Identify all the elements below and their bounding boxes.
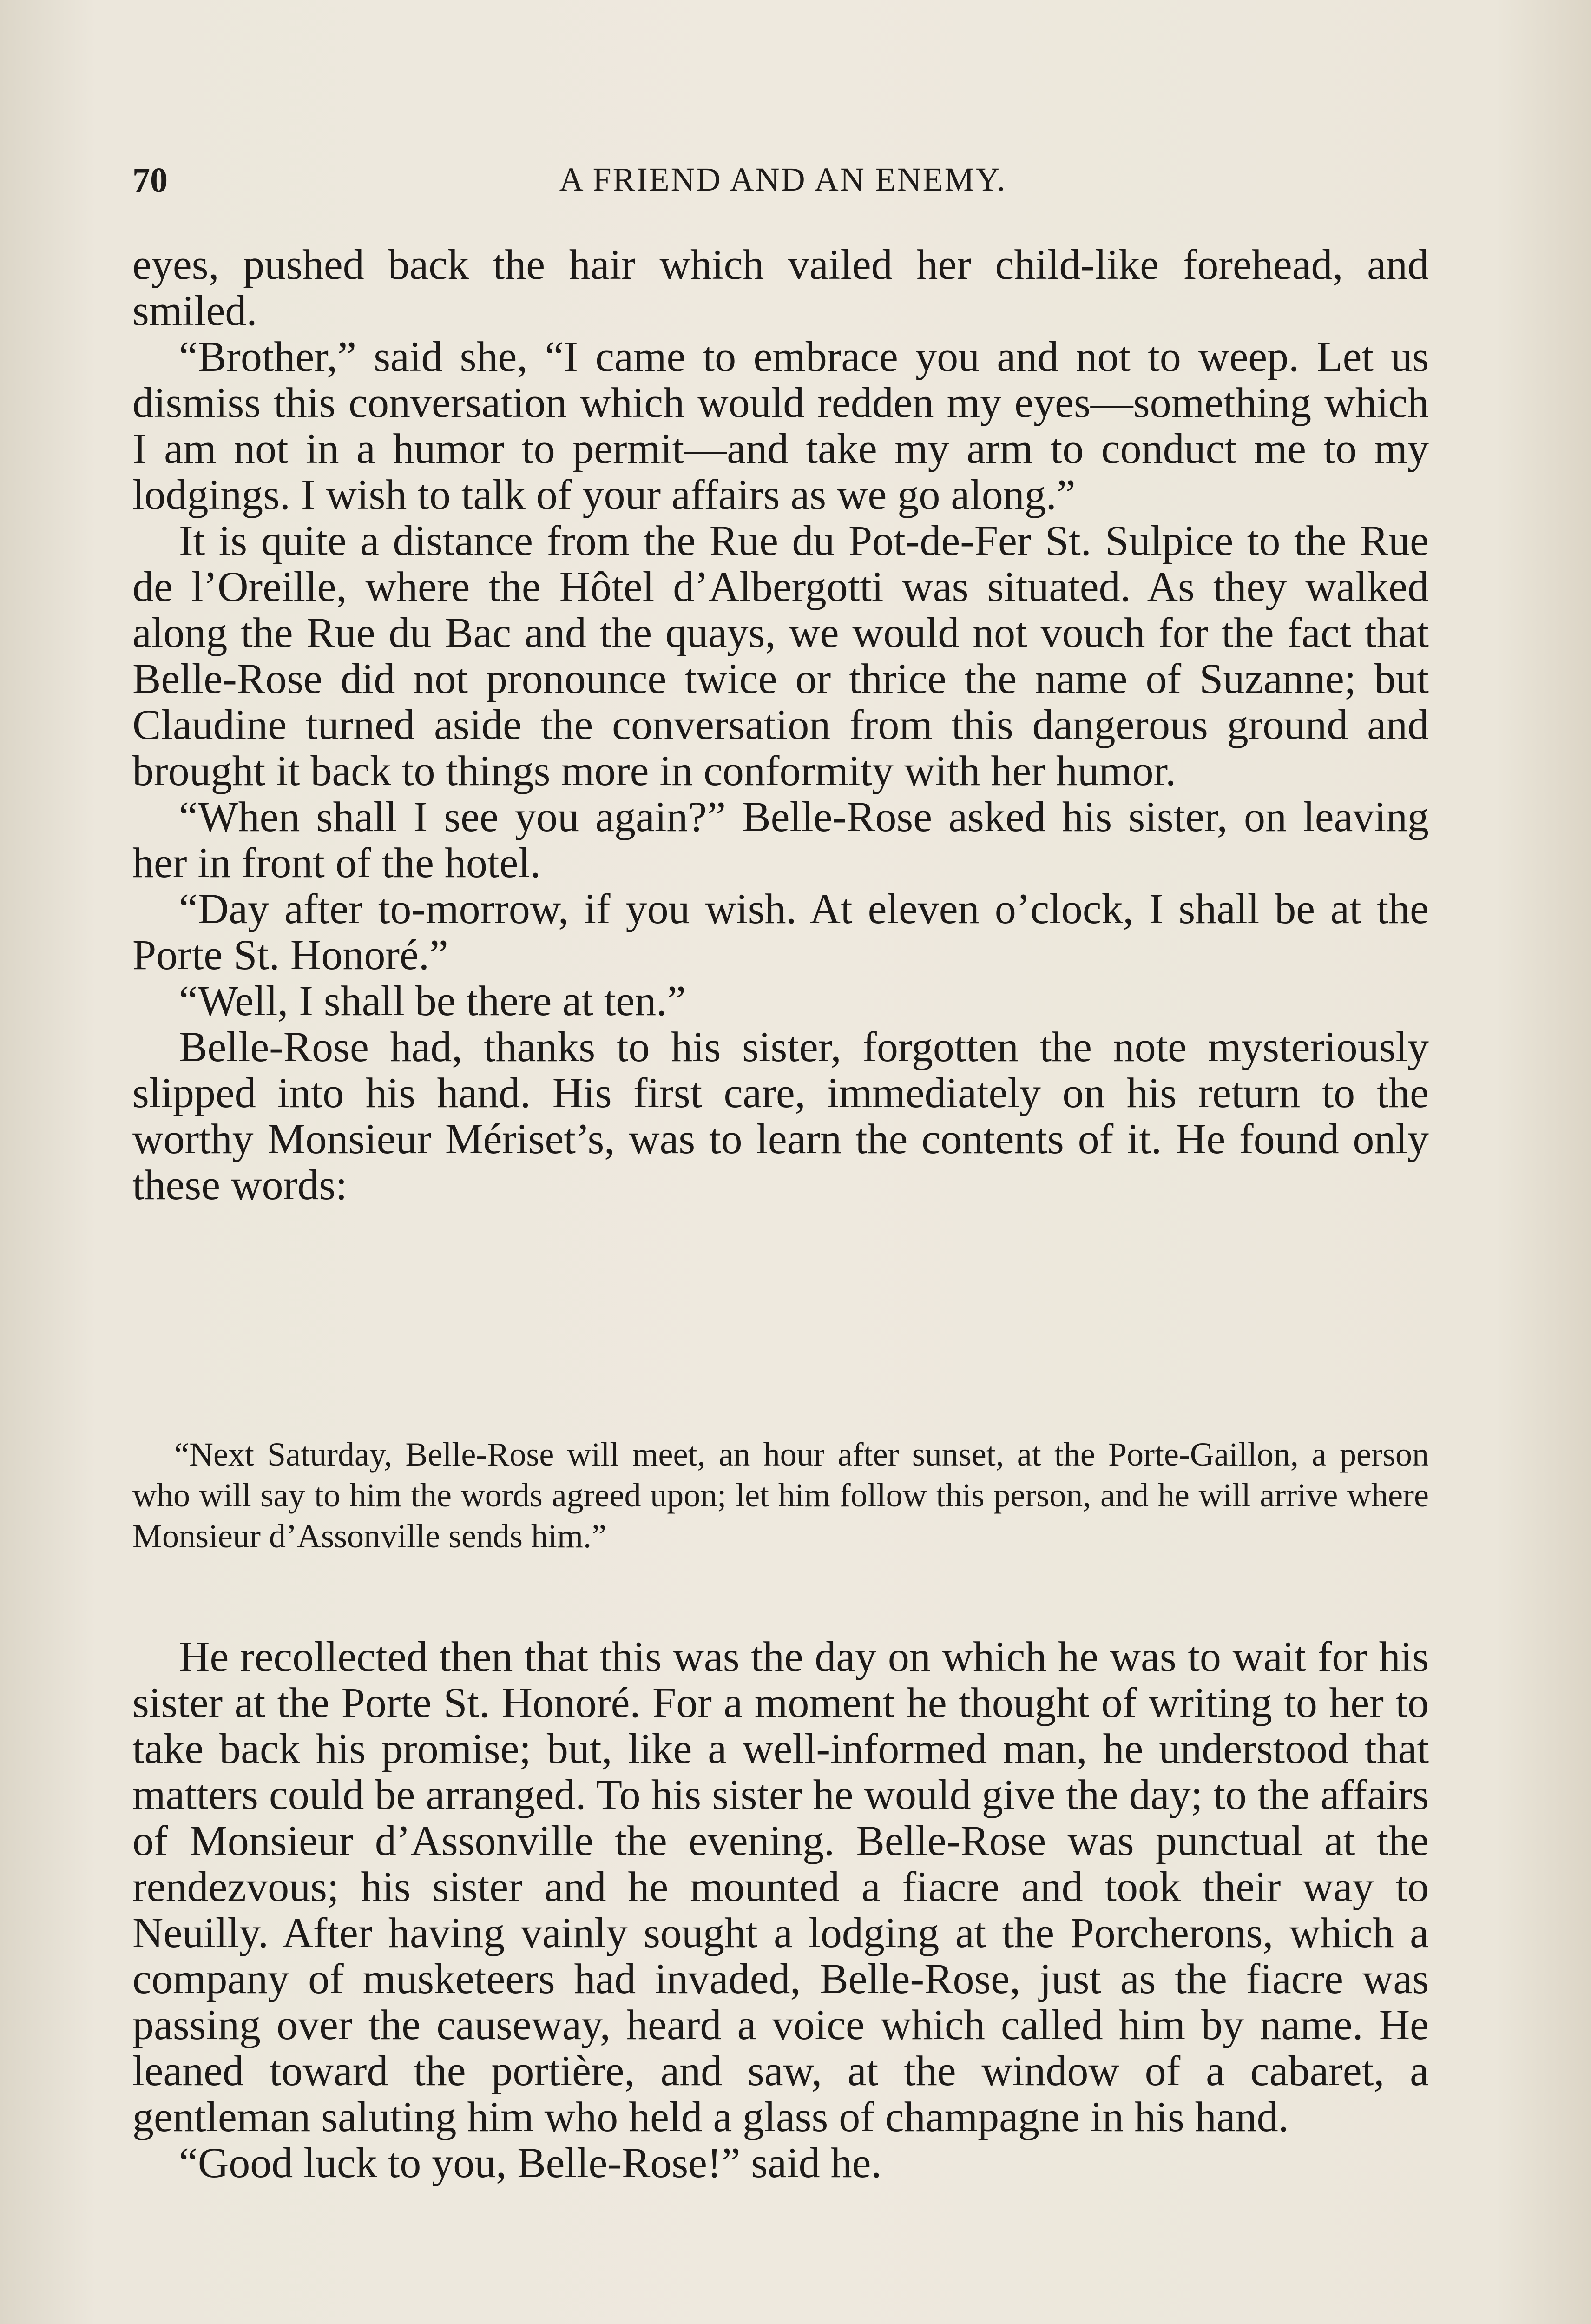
paragraph: He recollected then that this was the day on which he was to wait for his sister at the Porte St. Honoré. For a moment he thought of writing to her to take back his promise; but, like a well-informed man, he understood that matters could be arranged. To his sister he would give the day; to the affairs of Monsieur d’Assonville the evening. Belle-Rose was punctual at the rendezvous; his sister and he mounted a fiacre and took their way to Neuilly. After having vainly sought a lodging at the Porcherons, which a company of musketeers had invaded, Belle-Rose, just as the fiacre was passing over the causeway, heard a voice which called him by name. He leaned toward the portière, and saw, at the window of a cabaret, a gentleman saluting him who held a glass of champagne in his hand. xyxy=(132,1633,1429,2140)
paragraph: eyes, pushed back the hair which vailed her child-like forehead, and smiled. xyxy=(132,241,1429,334)
page-number: 70 xyxy=(132,161,168,200)
paragraph: “Well, I shall be there at ten.” xyxy=(179,977,686,1024)
main-text-continued xyxy=(132,1634,1429,2186)
paragraph: Belle-Rose had, thanks to his sister, forgotten the note mysteriously slipped into his hand. His first care, immediately on his return to the worthy Monsieur Mériset’s, was to learn the contents of it. He found only these words: xyxy=(132,1023,1429,1208)
paragraph: “Day after to-morrow, if you wish. At eleven o’clock, I shall be at the Porte St. Honoré.” xyxy=(132,885,1429,978)
paragraph: “Good luck to you, Belle-Rose!” said he. xyxy=(179,2139,882,2186)
running-head: A FRIEND AND AN ENEMY. xyxy=(559,161,1007,198)
main-text xyxy=(132,242,1429,1208)
quoted-note xyxy=(132,1434,1429,1557)
page-header xyxy=(132,160,1433,211)
paragraph: “When shall I see you again?” Belle-Rose asked his sister, on leaving her in front of the hotel. xyxy=(132,793,1429,886)
paragraph: It is quite a distance from the Rue du Pot-de-Fer St. Sulpice to the Rue de l’Oreille, where the Hôtel d’Albergotti was situated. As they walked along the Rue du Bac and the quays, we would not vouch for the fact that Belle-Rose did not pronounce twice or thrice the name of Suzanne; but Claudine turned aside the conversation from this dangerous ground and brought it back to things more in conformity with her humor. xyxy=(132,517,1429,794)
note-text: “Next Saturday, Belle-Rose will meet, an hour after sunset, at the Porte-Gaillon, a person who will say to him the words agreed upon; let him follow this person, and he will arrive where Monsieur d’Assonville sends him.” xyxy=(132,1436,1429,1555)
paragraph: “Brother,” said she, “I came to embrace you and not to weep. Let us dismiss this conversation which would redden my eyes—something which I am not in a humor to permit—and take my arm to conduct me to my lodgings. I wish to talk of your affairs as we go along.” xyxy=(132,333,1429,518)
